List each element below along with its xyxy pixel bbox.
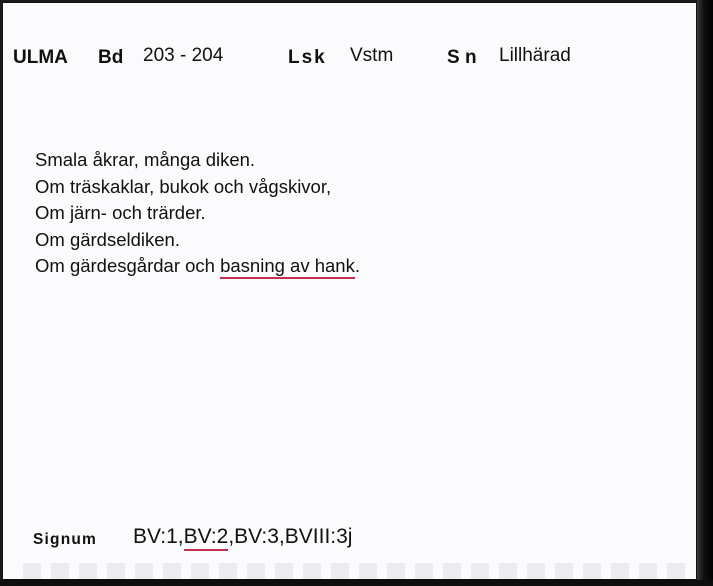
body-line-1: Smala åkrar, många diken. xyxy=(35,149,256,170)
body-line-3: Om järn- och trärder. xyxy=(35,202,206,223)
body-line-4: Om gärdseldiken. xyxy=(35,228,180,250)
volume-label: Bd xyxy=(98,47,124,68)
volume-value: 203 - 204 xyxy=(143,45,224,66)
signum-part-1: BV:1, xyxy=(133,525,184,548)
parish-label: S n xyxy=(447,47,477,68)
parish-value: Lillhärad xyxy=(499,45,571,66)
body-line-5-suffix: . xyxy=(354,255,360,276)
scan-edge-bottom xyxy=(0,580,713,586)
body-line-5 xyxy=(35,253,360,280)
body-line-2: Om träskaklar, bukok och vågskivor, xyxy=(35,175,332,197)
signum-underlined-part: BV:2 xyxy=(184,525,229,551)
signum-value xyxy=(133,525,352,549)
county-value: Vstm xyxy=(350,45,394,66)
signum-part-3: ,BV:3,BVIII:3j xyxy=(228,525,353,548)
bleed-through-texture xyxy=(23,563,693,581)
archive-card xyxy=(2,2,697,580)
scan-edge-right xyxy=(697,0,713,586)
card-body xyxy=(35,147,360,280)
county-label: Lsk xyxy=(288,47,327,68)
signum-label: Signum xyxy=(33,531,98,548)
underlined-phrase: basning av hank xyxy=(220,255,355,279)
body-line-5-prefix: Om gärdesgårdar och xyxy=(35,255,221,276)
archive-label: ULMA xyxy=(13,47,68,68)
